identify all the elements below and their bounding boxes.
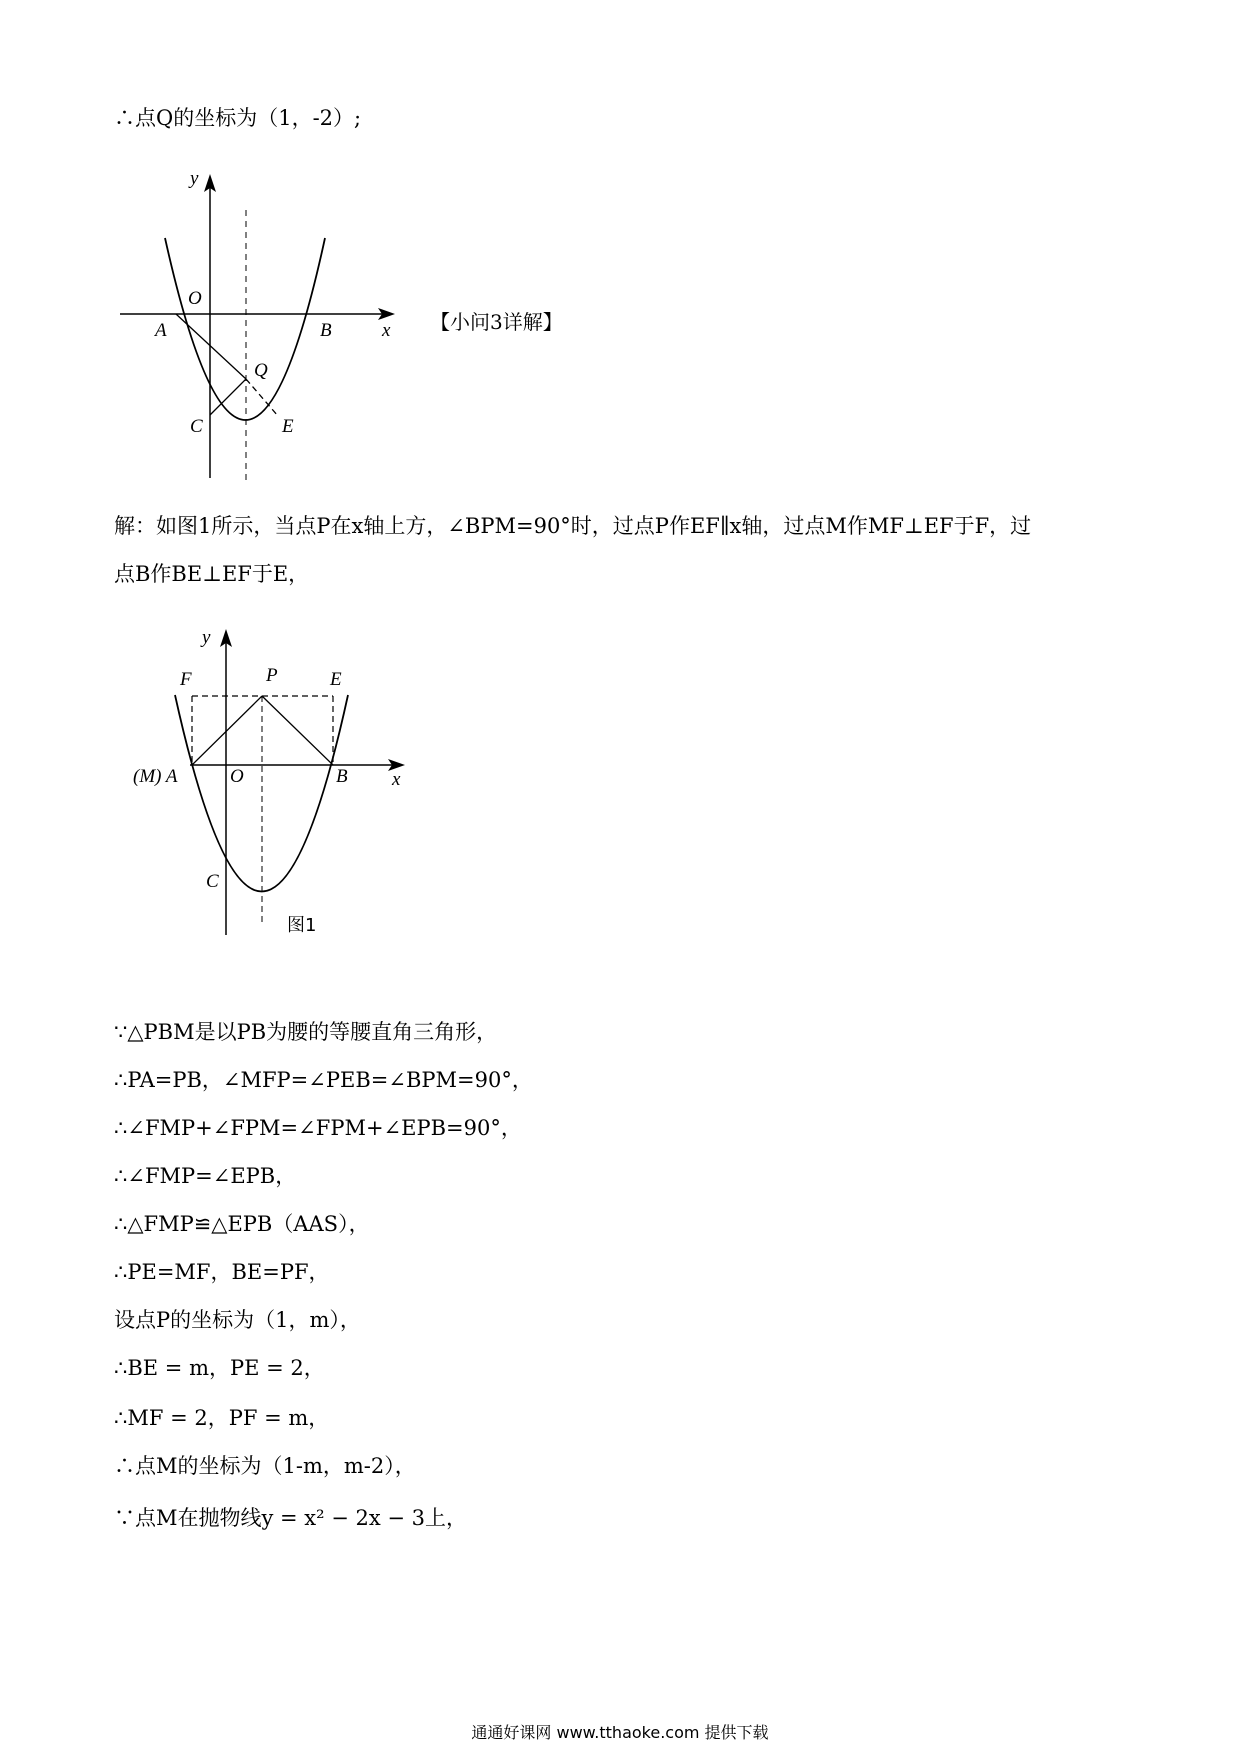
text-line-14: ∵点M在抛物线y = x² − 2x − 3上， [114, 1506, 468, 1530]
label-o: O [230, 766, 244, 787]
figure-parabola-q [120, 170, 420, 490]
label-x-axis: x [392, 769, 401, 790]
text-line-5: ∴PA=PB，∠MFP=∠PEB=∠BPM=90°， [114, 1068, 533, 1092]
page-footer: 通通好课网 www.tthaoke.com 提供下载 [471, 1723, 769, 1742]
section-header: 【小问3详解】 [430, 310, 563, 334]
text-line-12: ∴MF = 2，PF = m， [114, 1406, 330, 1430]
text-line-7: ∴∠FMP=∠EPB， [114, 1164, 297, 1188]
label-q: Q [254, 360, 268, 381]
text-line-solution: 解：如图1所示，当点P在x轴上方，∠BPM=90°时，过点P作EF∥x轴，过点M作MF⊥EF于F，过 [114, 514, 1032, 538]
figure-caption: 图1 [287, 915, 317, 936]
label-x-axis: x [382, 320, 391, 341]
label-b: B [320, 320, 332, 341]
text-line-8: ∴△FMP≌△EPB（AAS）， [114, 1212, 370, 1236]
text-line-q-coordinate: ∴点Q的坐标为（1，-2）; [114, 106, 362, 130]
text-line-4: ∵△PBM是以PB为腰的等腰直角三角形， [114, 1020, 498, 1044]
label-y-axis: y [190, 168, 199, 189]
text-line-13: ∴点M的坐标为（1-m，m-2）， [114, 1454, 416, 1478]
label-y-axis: y [202, 627, 211, 648]
text-line-10: 设点P的坐标为（1，m）， [114, 1308, 361, 1332]
text-line-11: ∴BE = m，PE = 2， [114, 1356, 325, 1380]
label-o: O [188, 288, 202, 309]
label-c: C [190, 416, 203, 437]
label-a: A [155, 320, 167, 341]
text-line-9: ∴PE=MF，BE=PF， [114, 1260, 330, 1284]
label-e: E [282, 416, 294, 437]
label-m-a: (M) A [133, 766, 178, 787]
label-b: B [336, 766, 348, 787]
text-line-6: ∴∠FMP+∠FPM=∠FPM+∠EPB=90°， [114, 1116, 522, 1140]
label-c: C [206, 871, 219, 892]
label-e: E [330, 669, 342, 690]
text-line-solution-cont: 点B作BE⊥EF于E， [114, 562, 310, 586]
label-p: P [266, 665, 278, 686]
label-f: F [180, 669, 192, 690]
figure-1 [130, 625, 430, 945]
